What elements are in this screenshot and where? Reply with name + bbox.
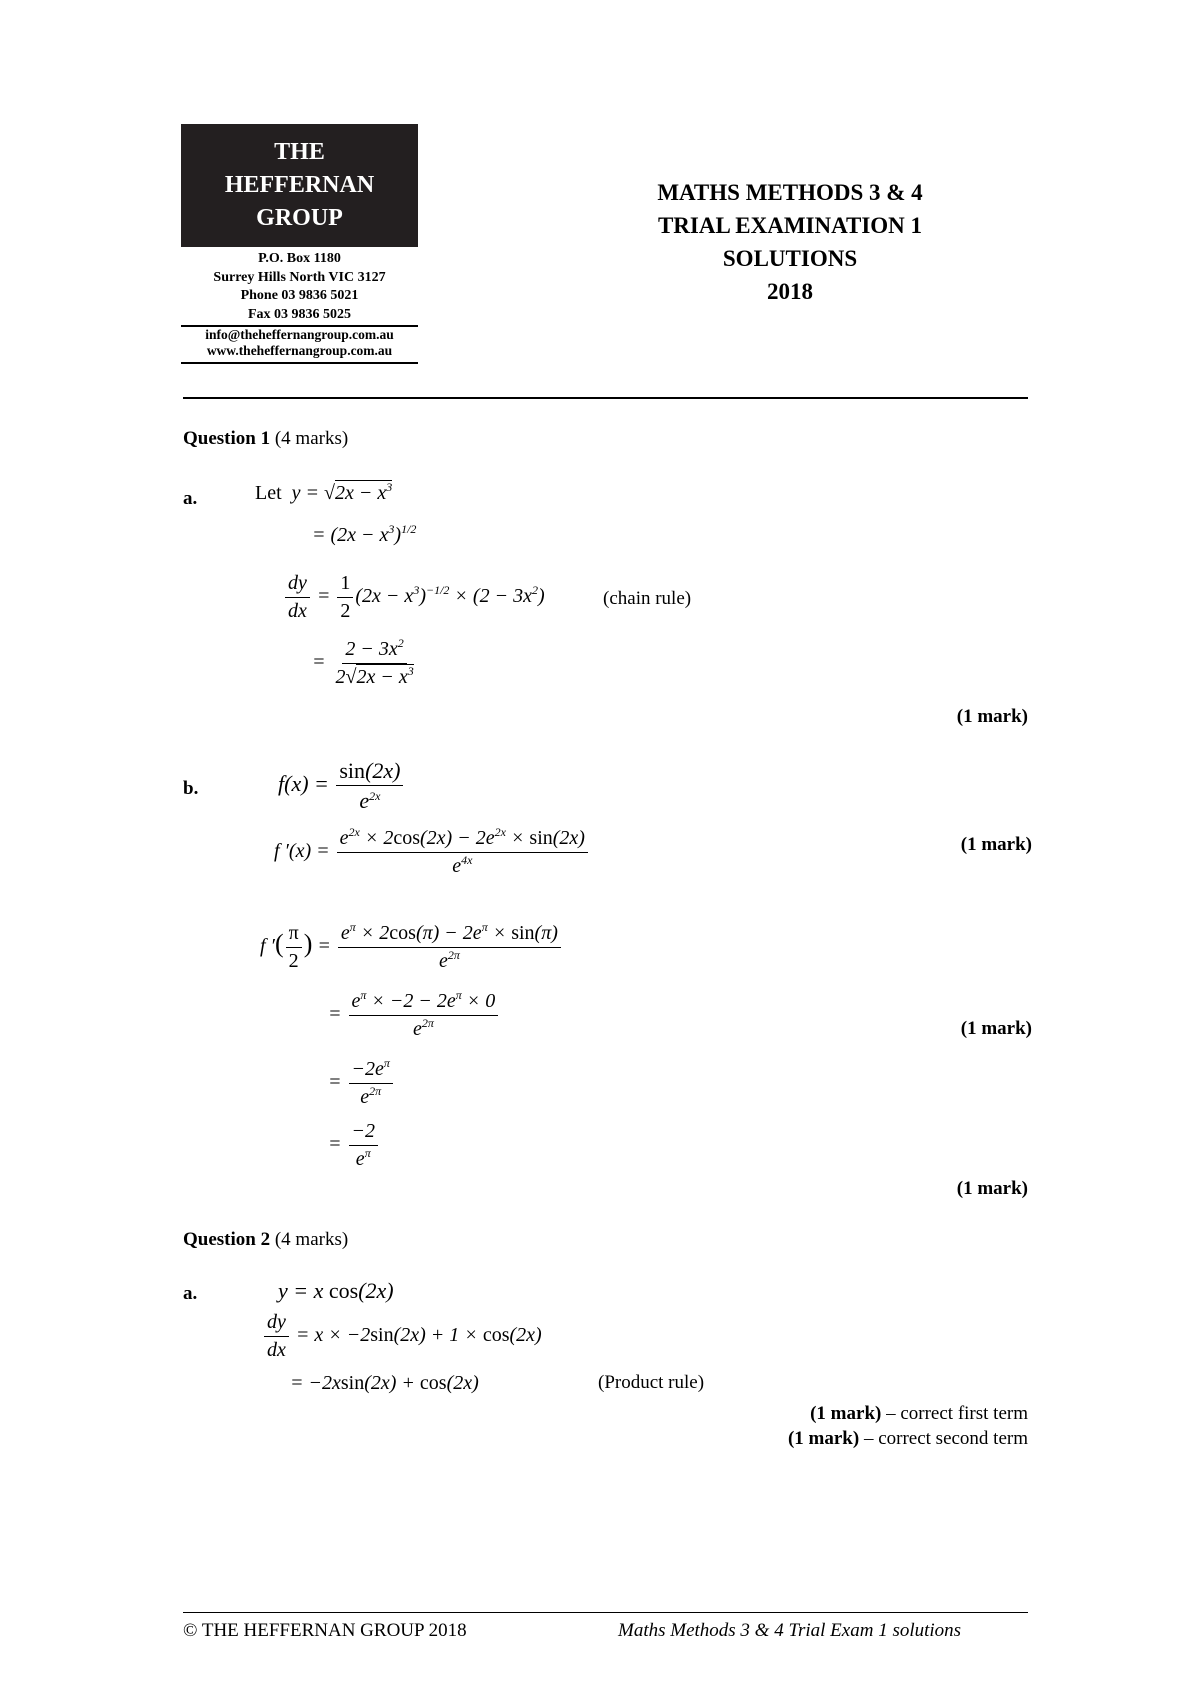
q1b-line-2: f ′(x) = $\frac{e^{2x} \times 2\cos(2x) - 2e^{2x} \times \sin(2x)}{e^{4x}}$: [274, 827, 590, 878]
address-line-3: Phone 03 9836 5021: [240, 288, 359, 303]
q1a-mark: (1 mark): [956, 706, 1028, 727]
q1b-mark-3: (1 mark): [956, 1178, 1028, 1199]
q2a-mark-2: (1 mark): [787, 1428, 860, 1449]
q1b-line-4: = $\frac{e^\pi \times -2 - 2e^\pi \times 0}{e^{2\pi}}$: [328, 990, 500, 1041]
title-line-2: TRIAL EXAMINATION 1: [657, 213, 923, 238]
logo-website: www.theheffernangroup.com.au: [206, 343, 393, 358]
address-line-2: Surrey Hills North VIC 3127: [213, 269, 386, 285]
question-1-marks: (4 marks): [274, 428, 349, 449]
footer-doc-title: Maths Methods 3 & 4 Trial Exam 1 solutions: [618, 1620, 962, 1641]
q1a-line-4: = $\frac{2 - 3x^2}{2√2x - x^3}$: [312, 636, 414, 688]
q1b-line-6: = $\frac{-2}{e^\pi}$: [328, 1120, 380, 1171]
q1b-line-5: = $\frac{-2e^\pi}{e^{2\pi}}$: [328, 1058, 395, 1109]
q2a-line-3: = −2xsin(2x) + cos(2x): [290, 1372, 479, 1394]
q2a-mark-note-1: [810, 1403, 1028, 1425]
address-line-4: Fax 03 9836 5025: [247, 306, 352, 322]
q1-part-a-label: a.: [183, 488, 198, 509]
logo-line-2: HEFFERNAN: [224, 172, 375, 198]
address-line-1: P.O. Box 1180: [258, 251, 341, 266]
footer-divider: [183, 1612, 1028, 1613]
q1a-line-3: $\frac{dy}{dx}$ = $\frac{1}{2}$ $(2x - x^3)^{-1/2} \times (2 - 3x^2)$: [283, 572, 545, 623]
q2a-note-1-text: – correct first term: [881, 1403, 1028, 1424]
q2a-line-2: $\frac{dy}{dx}$ = x × −2sin(2x) + 1 × cos(2x): [262, 1311, 542, 1362]
logo-contact: [181, 327, 418, 359]
q1-part-b-label: b.: [183, 778, 199, 799]
question-2-heading: [183, 1229, 348, 1251]
q2a-note-2-text: – correct second term: [859, 1428, 1028, 1449]
q2a-line-1: y = x cos(2x): [278, 1278, 394, 1303]
q1a-line-2: = $(2x - x^3)^{1/2}$: [312, 522, 417, 546]
title-line-1: MATHS METHODS 3 & 4: [657, 180, 923, 205]
let-word: Let: [255, 482, 282, 504]
logo-rule-bottom: [181, 362, 418, 364]
q1b-mark-2: (1 mark): [960, 1018, 1032, 1039]
q2a-mark-note-2: [788, 1428, 1028, 1450]
question-1-label: Question 1: [183, 428, 271, 449]
document-title: [560, 176, 1020, 308]
title-line-3: SOLUTIONS: [722, 246, 858, 271]
logo-line-3: GROUP: [256, 205, 343, 231]
q1a-line-1: Let $y = √2x - x^3$: [255, 480, 393, 504]
q1b-line-1: f(x) = $\frac{\sin(2x)}{e^{2x}}$: [278, 758, 405, 814]
q2a-mark-1: (1 mark): [810, 1403, 882, 1424]
question-2-label: Question 2: [183, 1229, 271, 1250]
q1b-line-3: f ′( $\frac{\pi}{2}$ ) = $\frac{e^\pi \times 2\cos(\pi) - 2e^\pi \times \sin(\pi)}{e^{2\pi}}$: [260, 922, 563, 973]
q2-part-a-label: a.: [183, 1283, 198, 1304]
logo-email: info@theheffernangroup.com.au: [205, 327, 394, 342]
q1b-mark-1: (1 mark): [960, 834, 1032, 855]
header-divider: [183, 397, 1028, 399]
question-1-heading: [183, 428, 348, 450]
logo-address: [181, 250, 418, 324]
footer-copyright: © THE HEFFERNAN GROUP 2018: [183, 1620, 467, 1641]
logo-block: [181, 124, 418, 247]
logo-line-1: THE: [274, 139, 325, 165]
title-line-4: 2018: [767, 279, 813, 304]
product-rule-note: (Product rule): [598, 1372, 705, 1393]
question-2-marks: (4 marks): [274, 1229, 349, 1250]
chain-rule-note: (chain rule): [603, 588, 692, 609]
